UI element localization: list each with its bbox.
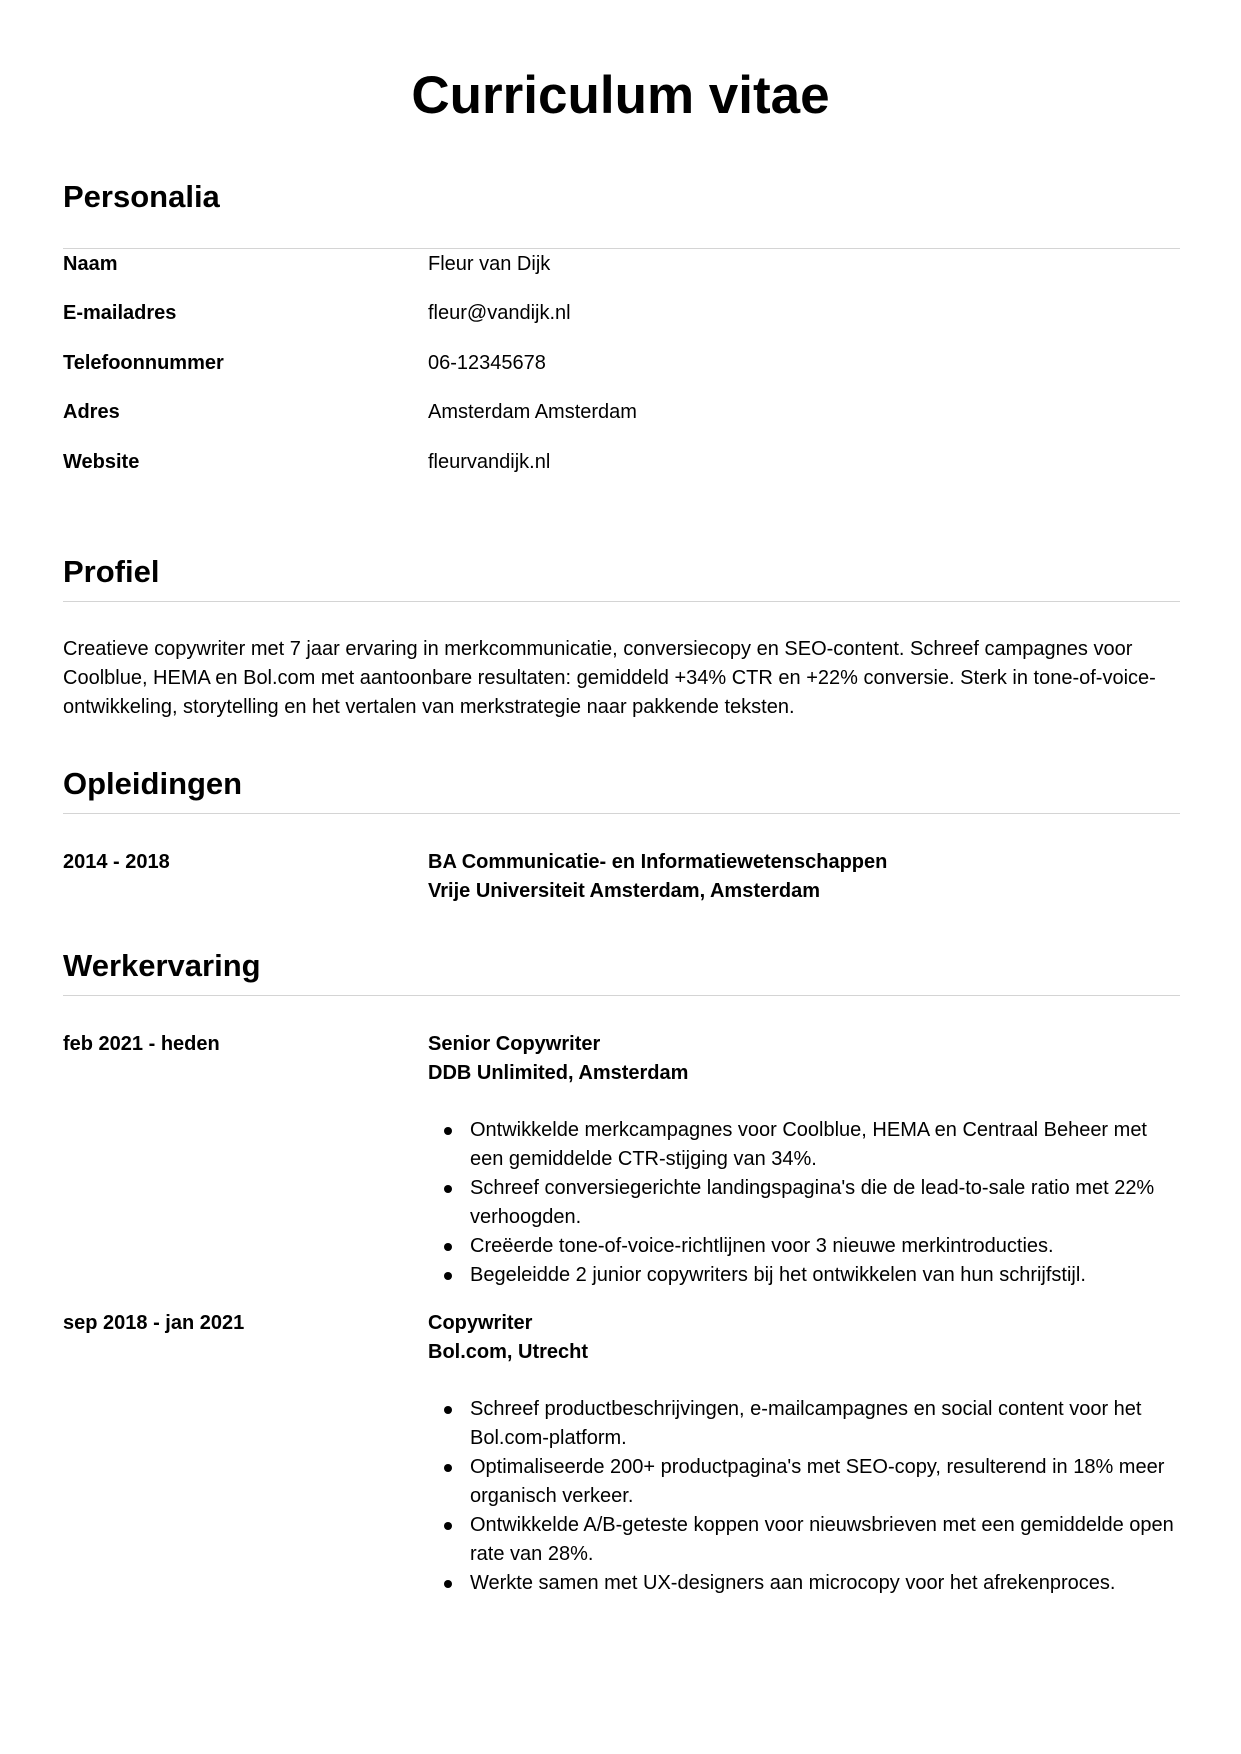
section-divider — [63, 248, 1180, 249]
field-label: E-mailadres — [63, 302, 177, 324]
education-details — [428, 848, 1180, 906]
section-werkervaring — [63, 947, 1180, 1597]
field-value: Amsterdam Amsterdam — [428, 401, 637, 423]
section-heading-profiel: Profiel — [63, 554, 160, 589]
work-period: feb 2021 - heden — [63, 1033, 220, 1055]
section-heading-personalia: Personalia — [63, 179, 220, 214]
section-divider — [63, 995, 1180, 996]
education-period: 2014 - 2018 — [63, 851, 170, 873]
section-heading-opleidingen: Opleidingen — [63, 766, 243, 801]
document-title: Curriculum vitae — [411, 66, 830, 125]
field-label: Adres — [63, 401, 120, 423]
list-item: Werkte samen met UX-designers aan microcopy voor het afrekenproces. — [428, 1569, 1180, 1598]
work-period: sep 2018 - jan 2021 — [63, 1312, 245, 1334]
work-company: DDB Unlimited, Amsterdam — [428, 1062, 689, 1084]
work-role: Senior Copywriter — [428, 1033, 601, 1055]
work-bullets — [428, 1395, 1180, 1598]
education-entry — [63, 848, 1180, 908]
section-opleidingen — [63, 765, 1180, 905]
work-company: Bol.com, Utrecht — [428, 1341, 589, 1363]
section-personalia — [63, 178, 1180, 473]
list-item: Schreef productbeschrijvingen, e-mailcampagnes en social content voor het Bol.com-platform. — [428, 1395, 1180, 1453]
education-title: BA Communicatie- en Informatiewetenschappen — [428, 851, 888, 873]
work-entry — [63, 1309, 1180, 1594]
list-item: Creëerde tone-of-voice-richtlijnen voor 3 nieuwe merkintroducties. — [428, 1232, 1180, 1261]
field-value: Fleur van Dijk — [428, 253, 551, 275]
field-label: Website — [63, 451, 140, 473]
field-label: Telefoonnummer — [63, 352, 224, 374]
list-item: Schreef conversiegerichte landingspagina's die de lead-to-sale ratio met 22% verhoogden. — [428, 1174, 1180, 1232]
profile-text: Creatieve copywriter met 7 jaar ervaring in merkcommunicatie, conversiecopy en SEO-content. Schreef campagnes voor Coolblue, HEMA en Bol.com met aantoonbare resultaten: gemiddeld +34% CTR en +22% conversie. Sterk in tone-of-voice-ontwikkeling, storytelling en het vertalen van merkstrategie naar pakkende teksten. — [63, 638, 1156, 718]
education-institution: Vrije Universiteit Amsterdam, Amsterdam — [428, 880, 821, 902]
field-label: Naam — [63, 253, 118, 275]
section-profiel — [63, 553, 1180, 723]
list-item: Ontwikkelde merkcampagnes voor Coolblue, HEMA en Centraal Beheer met een gemiddelde CTR-stijging van 34%. — [428, 1116, 1180, 1174]
field-value: 06-12345678 — [428, 352, 546, 374]
work-details — [428, 1309, 1180, 1598]
section-heading-werkervaring: Werkervaring — [63, 948, 261, 983]
work-details — [428, 1030, 1180, 1290]
list-item: Begeleidde 2 junior copywriters bij het ontwikkelen van hun schrijfstijl. — [428, 1261, 1180, 1290]
work-role: Copywriter — [428, 1312, 533, 1334]
work-bullets — [428, 1116, 1180, 1290]
section-divider — [63, 813, 1180, 814]
list-item: Optimaliseerde 200+ productpagina's met SEO-copy, resulterend in 18% meer organisch verkeer. — [428, 1453, 1180, 1511]
list-item: Ontwikkelde A/B-geteste koppen voor nieuwsbrieven met een gemiddelde open rate van 28%. — [428, 1511, 1180, 1569]
field-value: fleur@vandijk.nl — [428, 302, 571, 324]
field-value: fleurvandijk.nl — [428, 451, 551, 473]
section-divider — [63, 601, 1180, 602]
work-entry — [63, 1030, 1180, 1286]
